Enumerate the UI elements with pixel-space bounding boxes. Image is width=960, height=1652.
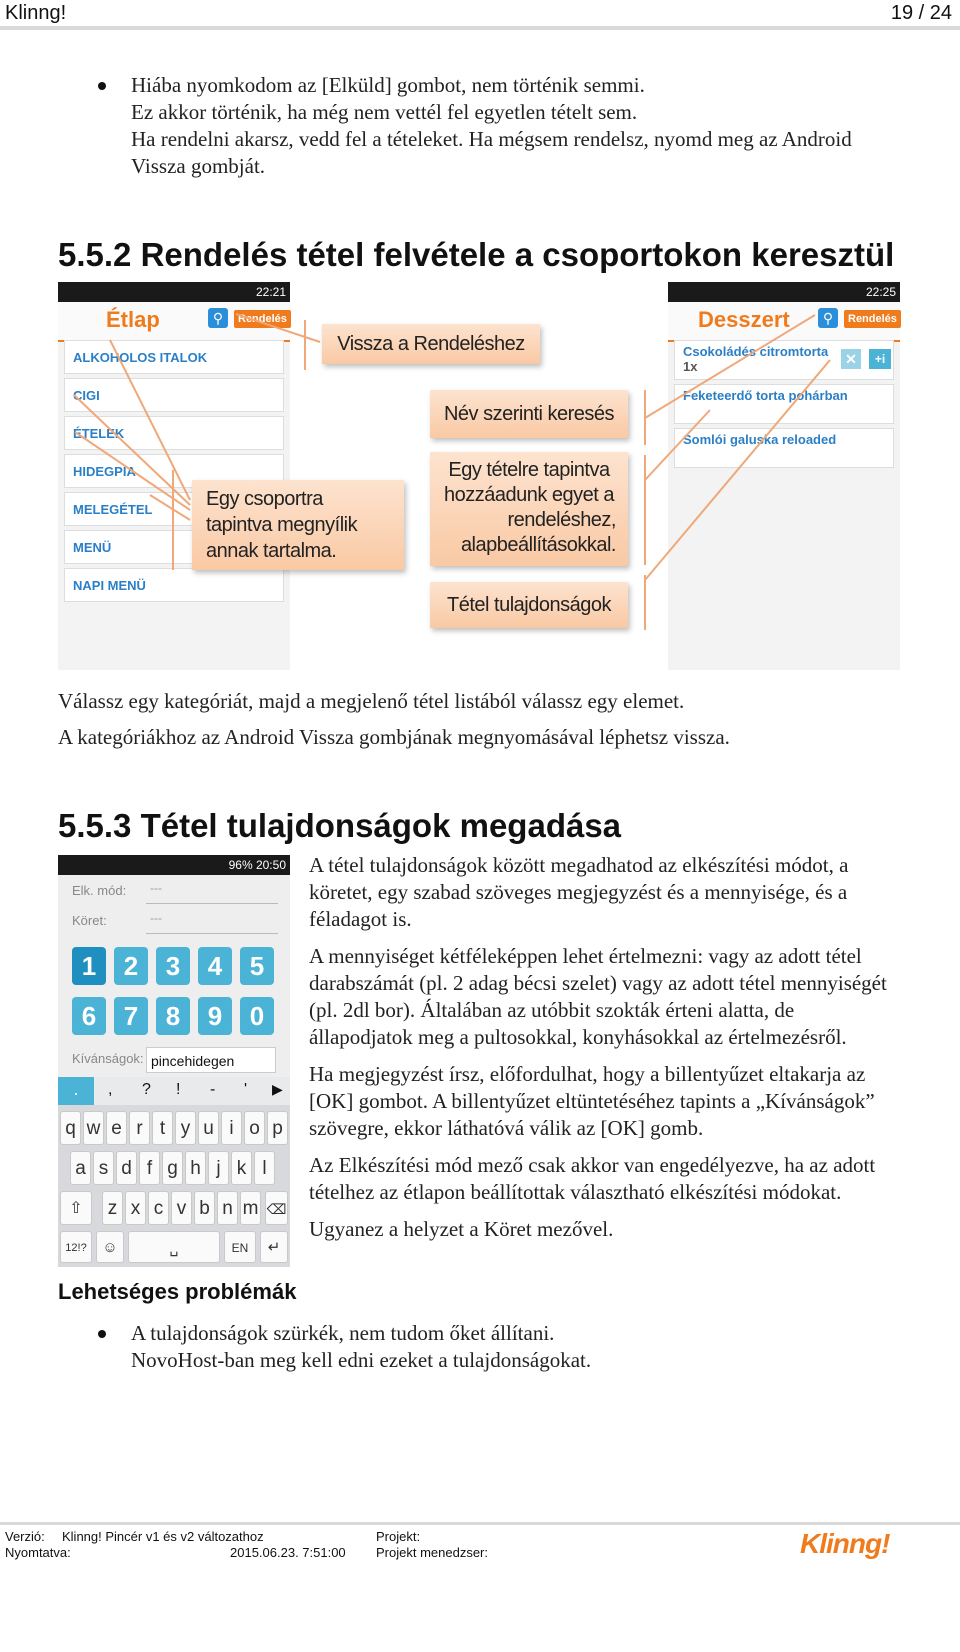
- footer-version-label: Verzió:: [5, 1529, 45, 1544]
- backspace-icon[interactable]: ⌫: [265, 1191, 288, 1225]
- problems-heading: Lehetséges problémák: [58, 1279, 297, 1304]
- letter-key[interactable]: s: [93, 1151, 114, 1185]
- prep-mode-label: Elk. mód:: [72, 883, 127, 898]
- digit-key[interactable]: 2: [114, 947, 148, 985]
- paragraph-line: köretet, egy szabad szöveges megjegyzést és a mennyisége, és a: [309, 880, 848, 904]
- item-quantity: 1x: [683, 359, 698, 374]
- callout-line: Egy tételre tapintva: [448, 459, 610, 481]
- menu-item[interactable]: Somlói galuska reloaded: [674, 428, 894, 468]
- paragraph-line: (pl. 2dl bor). Általában az utóbbit szokták érteni alatta, de: [309, 998, 795, 1022]
- bullet-line: Vissza gombját.: [131, 154, 266, 178]
- symbol-key[interactable]: -: [210, 1081, 216, 1098]
- paragraph-line: féladagot is.: [309, 907, 412, 931]
- symbol-key[interactable]: ,: [108, 1081, 113, 1098]
- paragraph-line: A mennyiséget kétféleképpen lehet értelmezni: vagy az adott tétel: [309, 944, 862, 968]
- close-icon[interactable]: ✕: [841, 349, 861, 369]
- problem-item: [131, 1320, 931, 1374]
- callout-name-search: Név szerinti keresés: [430, 390, 628, 438]
- footer-version-value: Klinng! Pincér v1 és v2 változathoz: [62, 1529, 264, 1544]
- letter-key[interactable]: u: [198, 1111, 219, 1145]
- letter-key[interactable]: q: [60, 1111, 81, 1145]
- paragraph: [309, 1152, 909, 1206]
- digit-key[interactable]: 0: [240, 997, 274, 1035]
- page-number: 19 / 24: [890, 2, 952, 24]
- shift-key-icon[interactable]: ⇧: [60, 1191, 92, 1225]
- caption-line: A kategóriákhoz az Android Vissza gombjának megnyomásával léphetsz vissza.: [58, 725, 730, 749]
- letter-key[interactable]: f: [139, 1151, 160, 1185]
- screen-title: Desszert: [698, 307, 790, 332]
- symbol-row: [58, 1077, 290, 1105]
- category-item[interactable]: MELEGÉTEL: [64, 492, 284, 526]
- paragraph: [309, 852, 909, 933]
- caption-line: Válassz egy kategóriát, majd a megjelenő tétel listából válassz egy elemet.: [58, 689, 685, 713]
- paragraph-line: A tétel tulajdonságok között megadhatod az elkészítési módot, a: [309, 853, 849, 877]
- paragraph-line: állapodjatok meg a pultosokkal, konyhásokkal az értelmezésről.: [309, 1025, 847, 1049]
- callout-line: alapbeállításokkal.: [460, 534, 616, 556]
- digit-key[interactable]: 4: [198, 947, 232, 985]
- bullet-dot: [98, 1330, 106, 1338]
- category-item[interactable]: HIDEGPIA: [64, 454, 284, 488]
- bullet-line: Ha rendelni akarsz, vedd fel a tételeket. Ha mégsem rendelsz, nyomd meg az Android: [131, 127, 852, 151]
- paragraph: [309, 1216, 909, 1243]
- enter-icon[interactable]: ↵: [260, 1231, 288, 1263]
- paragraph-line: darabszámát (pl. 2 adag bécsi szelet) vagy az adott tétel mennyiségét: [309, 971, 887, 995]
- letter-key[interactable]: a: [70, 1151, 91, 1185]
- status-bar: 96% 20:50: [58, 855, 290, 875]
- language-key[interactable]: EN: [224, 1231, 256, 1263]
- symbol-key[interactable]: ': [244, 1081, 248, 1098]
- phone-screenshot-properties: [58, 855, 290, 1267]
- letter-key[interactable]: c: [148, 1191, 169, 1225]
- wish-label[interactable]: Kívánságok:: [72, 1051, 144, 1066]
- letter-key[interactable]: p: [267, 1111, 288, 1145]
- letter-key[interactable]: d: [116, 1151, 137, 1185]
- search-icon[interactable]: ⚲: [818, 308, 838, 328]
- status-bar: 22:25: [668, 282, 900, 302]
- footer-project-label: Projekt:: [376, 1529, 421, 1544]
- side-dish-label: Köret:: [72, 913, 107, 928]
- properties-description: [309, 852, 909, 1243]
- letter-key[interactable]: k: [231, 1151, 252, 1185]
- letter-key[interactable]: v: [171, 1191, 192, 1225]
- wish-input[interactable]: pincehidegen: [146, 1047, 276, 1073]
- callout-item-tap: [430, 452, 628, 566]
- letter-key[interactable]: b: [194, 1191, 215, 1225]
- letter-key[interactable]: o: [244, 1111, 265, 1145]
- search-icon[interactable]: ⚲: [208, 308, 228, 328]
- menu-item[interactable]: Feketeerdő torta pohárban: [674, 384, 894, 424]
- arrow-right-icon[interactable]: ▶: [272, 1081, 283, 1097]
- numeric-mode-key[interactable]: 12!?: [60, 1231, 92, 1263]
- digit-key[interactable]: 6: [72, 997, 106, 1035]
- digit-key[interactable]: 8: [156, 997, 190, 1035]
- letter-key[interactable]: g: [162, 1151, 183, 1185]
- space-key[interactable]: ␣: [128, 1231, 220, 1263]
- category-item[interactable]: MENÜ: [64, 530, 284, 564]
- category-item[interactable]: NAPI MENÜ: [64, 568, 284, 602]
- letter-key[interactable]: y: [175, 1111, 196, 1145]
- letter-key[interactable]: m: [240, 1191, 261, 1225]
- digit-key[interactable]: 9: [198, 997, 232, 1035]
- emoji-icon[interactable]: ☺: [96, 1231, 124, 1263]
- callout-line: rendeléshez,: [507, 509, 616, 531]
- letter-key[interactable]: r: [129, 1111, 150, 1145]
- paragraph-line: Ha megjegyzést írsz, előfordulhat, hogy a billentyűzet eltakarja az: [309, 1062, 866, 1086]
- footer-printed-label: Nyomtatva:: [5, 1545, 71, 1560]
- screen-title: Étlap: [106, 307, 160, 332]
- digit-key[interactable]: 1: [72, 947, 106, 985]
- paragraph: [309, 1061, 909, 1142]
- callout-item-properties: Tétel tulajdonságok: [430, 582, 628, 628]
- letter-key[interactable]: h: [185, 1151, 206, 1185]
- header-app-name: Klinng!: [5, 2, 67, 24]
- letter-key[interactable]: z: [102, 1191, 123, 1225]
- paragraph-line: szövegre, ekkor láthatóvá válik az [OK] gomb.: [309, 1116, 704, 1140]
- footer-divider: [0, 1522, 960, 1525]
- properties-button[interactable]: +i: [869, 349, 891, 369]
- problem-line: NovoHost-ban meg kell edni ezeket a tulajdonságokat.: [131, 1348, 592, 1372]
- letter-key[interactable]: i: [221, 1111, 242, 1145]
- digit-key[interactable]: 3: [156, 947, 190, 985]
- figure-caption: [58, 683, 938, 755]
- problem-line: A tulajdonságok szürkék, nem tudom őket állítani.: [131, 1321, 555, 1345]
- category-item[interactable]: ÉTELEK: [64, 416, 284, 450]
- letter-key[interactable]: n: [217, 1191, 238, 1225]
- digit-key[interactable]: 5: [240, 947, 274, 985]
- side-dish-select[interactable]: ---: [146, 911, 278, 934]
- callout-line: annak tartalma.: [206, 540, 337, 562]
- category-item[interactable]: CIGI: [64, 378, 284, 412]
- section-heading-552: 5.5.2 Rendelés tétel felvétele a csoportokon keresztül: [58, 236, 895, 273]
- symbol-key[interactable]: .: [58, 1077, 94, 1105]
- letter-key[interactable]: e: [106, 1111, 127, 1145]
- order-button[interactable]: Rendelés: [234, 310, 291, 328]
- paragraph-line: Az Elkészítési mód mező csak akkor van engedélyezve, ha az adott: [309, 1153, 876, 1177]
- order-button[interactable]: Rendelés: [844, 310, 901, 328]
- letter-key[interactable]: t: [152, 1111, 173, 1145]
- letter-key[interactable]: x: [125, 1191, 146, 1225]
- status-bar: 22:21: [58, 282, 290, 302]
- bullet-line: Hiába nyomkodom az [Elküld] gombot, nem történik semmi.: [131, 73, 645, 97]
- callout-line: tapintva megnyílik: [206, 514, 358, 536]
- item-name: Csokoládés citromtorta: [683, 344, 829, 359]
- letter-key[interactable]: j: [208, 1151, 229, 1185]
- paragraph: [309, 943, 909, 1051]
- letter-key[interactable]: l: [254, 1151, 275, 1185]
- section-heading-553: 5.5.3 Tétel tulajdonságok megadása: [58, 807, 622, 844]
- prep-mode-select[interactable]: ---: [146, 881, 278, 904]
- digit-key[interactable]: 7: [114, 997, 148, 1035]
- callout-line: Egy csoportra: [206, 488, 323, 510]
- symbol-key[interactable]: !: [176, 1081, 181, 1098]
- paragraph-line: Ugyanez a helyzet a Köret mezővel.: [309, 1217, 614, 1241]
- paragraph-line: tételhez az étlapon beállítottak választható elkészítési módokat.: [309, 1180, 842, 1204]
- footer-printed-value: 2015.06.23. 7:51:00: [230, 1545, 346, 1560]
- bullet-line: Ez akkor történik, ha még nem vettél fel egyetlen tételt sem.: [131, 100, 638, 124]
- callout-group-tap: [192, 480, 404, 570]
- footer-pm-label: Projekt menedzser:: [376, 1545, 488, 1560]
- symbol-key[interactable]: ?: [142, 1081, 151, 1098]
- paragraph-line: [OK] gombot. A billentyűzet eltüntetéséhez tapints a „Kívánságok”: [309, 1089, 875, 1113]
- callout-back-to-order: Vissza a Rendeléshez: [322, 324, 540, 364]
- callout-line: hozzáadunk egyet a: [443, 484, 615, 506]
- keyboard: [58, 1077, 290, 1267]
- klinng-logo: Klinng!: [800, 1528, 890, 1559]
- letter-key[interactable]: w: [83, 1111, 104, 1145]
- category-item[interactable]: ALKOHOLOS ITALOK: [64, 340, 284, 374]
